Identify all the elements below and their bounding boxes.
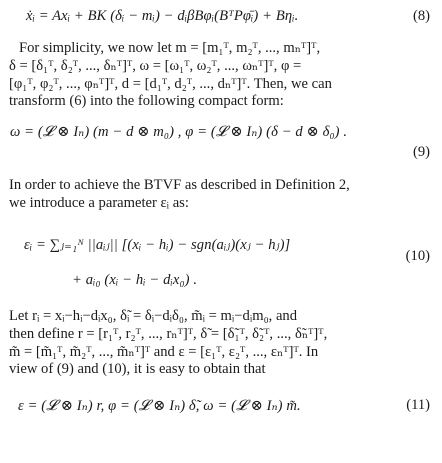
equation-10-body-line-2: + aᵢ₀ (xᵢ − hᵢ − dᵢx₀) .: [72, 272, 198, 288]
paragraph-error-variables: [9, 308, 430, 379]
paragraph-line: Let rᵢ = xᵢ−hᵢ−dᵢx₀, δ̃ᵢ = δᵢ−dᵢδ₀, m̃ᵢ = mᵢ−dᵢm₀, and: [9, 308, 298, 324]
equation-11: [18, 397, 301, 415]
equation-8-body: ẋᵢ = Axᵢ + BK (δᵢ − mᵢ) − dᵢβBφᵢ(BᵀPφ̄ᵢ) + Bηᵢ.: [26, 8, 299, 24]
equation-11-body: ε = (𝓛 ⊗ Iₙ) r, φ = (𝓛 ⊗ Iₙ) δ̃, ω = (𝓛 ⊗ Iₙ) m̃.: [18, 398, 301, 414]
paragraph-line: In order to achieve the BTVF as described in Definition 2,: [9, 177, 350, 193]
equation-8: [26, 8, 298, 25]
equation-8-number: (8): [412, 8, 430, 24]
equation-10-body-line-1: εᵢ = ∑ⱼ₌₁ᴺ ||aᵢⱼ|| [(xᵢ − hᵢ) − sgn(aᵢⱼ)(xⱼ − hⱼ)]: [24, 237, 291, 253]
equation-9-number: (9): [412, 144, 430, 160]
paragraph-line: For simplicity, we now let m = [m₁ᵀ, m₂ᵀ, ..., mₙᵀ]ᵀ,: [19, 40, 321, 56]
paragraph-line: view of (9) and (10), it is easy to obtain that: [9, 361, 266, 378]
equation-11-number: (11): [406, 397, 430, 413]
equation-9-body: ω = (𝓛 ⊗ Iₙ) (m − d ⊗ m₀) , φ = (𝓛 ⊗ Iₙ) (δ − d ⊗ δ₀) .: [10, 124, 348, 140]
paragraph-line: m̃ = [m̃₁ᵀ, m̃₂ᵀ, ..., m̃ₙᵀ]ᵀ and ε = [ε₁ᵀ, ε₂ᵀ, ..., εₙᵀ]ᵀ. In: [9, 343, 319, 360]
paragraph-line: [φ₁ᵀ, φ₂ᵀ, ..., φₙᵀ]ᵀ, d = [d₁ᵀ, d₂ᵀ, ..., dₙᵀ]ᵀ. Then, we can: [9, 75, 332, 92]
equation-10-number: (10): [405, 248, 430, 264]
paragraph-line: we introduce a parameter εᵢ as:: [9, 194, 189, 211]
equation-10-line-2: [72, 272, 197, 289]
paragraph-line: transform (6) into the following compact form:: [9, 93, 284, 110]
equation-10-line-1: [24, 236, 290, 254]
paragraph-compact-definitions: [9, 40, 430, 111]
paragraph-line: δ = [δ₁ᵀ, δ₂ᵀ, ..., δₙᵀ]ᵀ, ω = [ω₁ᵀ, ω₂ᵀ, ..., ωₙᵀ]ᵀ, φ =: [9, 57, 302, 74]
paragraph-btvf-parameter: [9, 177, 430, 213]
paragraph-line: then define r = [r₁ᵀ, r₂ᵀ, ..., rₙᵀ]ᵀ, δ̃ = [δ̃₁ᵀ, δ̃₂ᵀ, ..., δ̃ₙᵀ]ᵀ,: [9, 325, 328, 342]
equation-9: [10, 123, 347, 141]
